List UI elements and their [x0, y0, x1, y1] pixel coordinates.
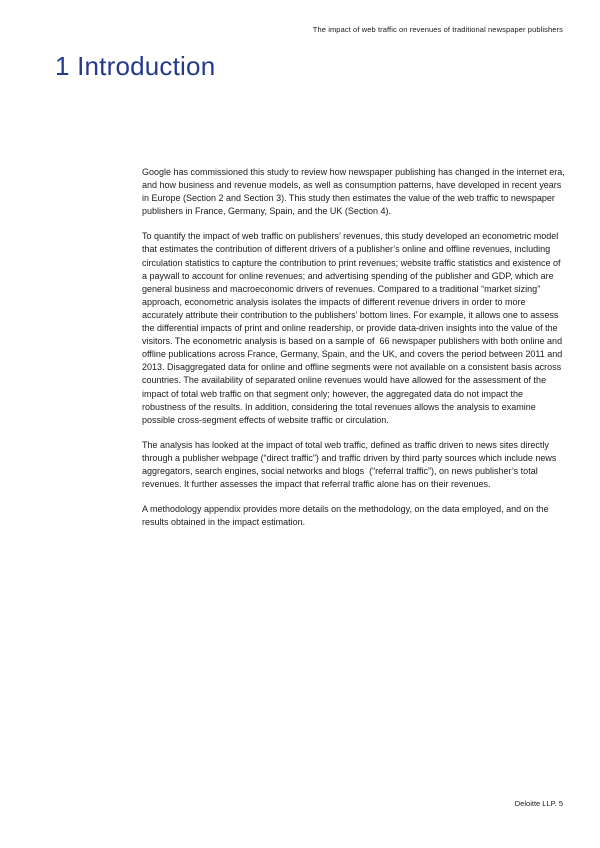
paragraph-3: The analysis has looked at the impact of total web traffic, defined as traffic driven to news sites directly through a publisher webpage (“direct traffic”) and traffic driven by third party sources which include news aggregators, search engines, social networks and blogs (“referral traffic”), on news publisher’s total revenues. It further assesses the impact that referral traffic alone has on their revenues.	[142, 439, 559, 490]
paragraph-1: Google has commissioned this study to review how newspaper publishing has changed in the internet era, and how business and revenue models, as well as consumption patterns, have developed in recent years in Europe (Section 2 and Section 3). This study then estimates the value of the web traffic to newspaper publishers in France, Germany, Spain, and the UK (Section 4).	[142, 167, 568, 217]
body-text-block	[142, 166, 568, 541]
page-footer: Deloitte LLP. 5	[514, 799, 563, 808]
paragraph-4: A methodology appendix provides more details on the methodology, on the data employed, and on the results obtained in the impact estimation.	[142, 504, 552, 528]
page-title: 1 Introduction	[55, 51, 216, 81]
running-header: The impact of web traffic on revenues of traditional newspaper publishers	[312, 25, 563, 34]
paragraph-2: To quantify the impact of web traffic on publishers’ revenues, this study developed an econometric model that estimates the contribution of different drivers of a publisher’s online and offline revenues, including circulation statistics to capture the contribution to print revenues; website traffic statistics and existence of a paywall to account for online revenues; and advertising spending of the publisher and GDP, which are general business and macroeconomic drivers of revenues. Compared to a traditional “market sizing” approach, econometric analysis isolates the impacts of different revenue drivers in order to more accurately attribute their contribution to the publishers’ bottom lines. For example, it allows one to assess the differential impacts of print and online readership, or provide data-driven insights into the value of the visitors. The econometric analysis is based on a sample of 66 newspaper publishers with both online and offline publications across France, Germany, Spain, and the UK, and covers the period between 2011 and 2013. Disaggregated data for online and offline segments were not available on a consistent basis across countries. The availability of separated online revenues would have allowed for the assessment of the impact of total web traffic on that segment only; however, the aggregated data do not impact the robustness of the results. In addition, considering the total revenues allows the analysis to examine possible cross-segment effects of website traffic or circulation.	[142, 231, 565, 425]
